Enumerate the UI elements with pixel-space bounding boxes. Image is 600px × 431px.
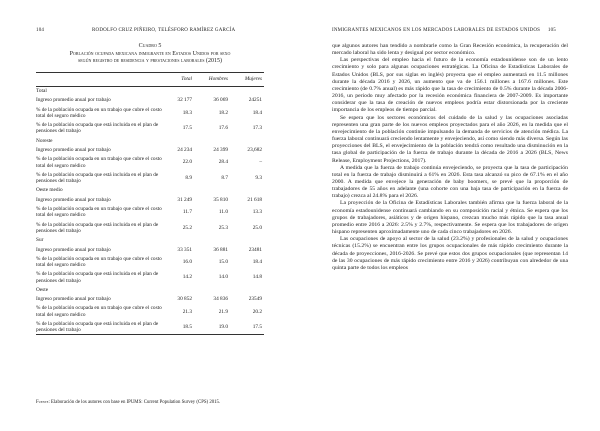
table-region-row bbox=[36, 285, 264, 295]
cell-hombres: 19.0 bbox=[192, 319, 228, 335]
row-label: % de la población ocupada que está incluida en el plan de pensiones del trabajo bbox=[36, 122, 159, 135]
table-row bbox=[36, 319, 264, 335]
table-row bbox=[36, 155, 264, 171]
table-row bbox=[36, 96, 264, 105]
table-row bbox=[36, 146, 264, 155]
cell-total: 33 351 bbox=[177, 246, 192, 253]
cell-mujeres: 20.2 bbox=[252, 308, 262, 315]
cell-hombres: 17.6 bbox=[218, 125, 228, 132]
body-text bbox=[332, 43, 568, 272]
source-label: Fuente: bbox=[36, 400, 50, 405]
cell-total: 8.9 bbox=[185, 174, 192, 181]
cell-hombres: 36 069 bbox=[213, 97, 228, 104]
row-label: Ingreso promedio anual por trabajo bbox=[36, 97, 111, 104]
row-label: Ingreso promedio anual por trabajo bbox=[36, 296, 111, 303]
paragraph: Las perspectivas del empleo hacia el futuro de la economía estadounidense son de un lento crecimiento y solo para algunas ocupaciones estratégicas. La Oficina de Estadísticas Laborales de Estados Unidos (BLS, por sus siglas en inglés) proyecta que el empleo aumentará en 11.5 millones durante la década 2016 y 2026, un aumento que va de 156.1 millones a 167.6 millones. Este crecimiento (de 0.7% anual) es más rápido que la tasa de crecimiento de 0.5% durante la década 2006-2016, un periodo muy afectado por la recesión económica financiera de 2007-2009. Es importante considerar que la tasa de creación de nuevos empleos podría estar distorsionada por la creciente importancia de los empleos de tiempo parcial. bbox=[332, 57, 568, 114]
row-label: % de la población ocupada en un trabajo que cubre el costo total del seguro médico bbox=[36, 156, 162, 169]
table-source-note bbox=[36, 400, 268, 406]
column-header-label bbox=[36, 73, 166, 87]
row-label: Ingreso promedio anual por trabajo bbox=[36, 147, 111, 154]
row-label: % de la población ocupada en un trabajo que cubre el costo total del seguro médico bbox=[36, 255, 162, 268]
cell-mujeres: 24251 bbox=[248, 97, 262, 104]
table-row bbox=[36, 295, 264, 304]
row-label: % de la población ocupada que está incluida en el plan de pensiones del trabajo bbox=[36, 221, 159, 234]
table-row bbox=[36, 105, 264, 121]
paragraph: Las ocupaciones de apoyo al sector de la salud (23.2%) y profesionales de la salud y ocupaciones técnicas (15.2%) se encuentran entre los grupos ocupacionales de más rápido crecimiento durante la década de proyecciones, 2016-2026. Se prevé que estos dos grupos ocupacionales (que representan 14 de las 30 ocupaciones de más rápido crecimiento entre 2016 y 2026) contribuyan con alrededor de una quinta parte de todos los empleos bbox=[332, 236, 568, 271]
cell-hombres: 14.0 bbox=[218, 274, 228, 281]
cell-hombres: 15.0 bbox=[218, 258, 228, 265]
cell-mujeres: 13.3 bbox=[252, 209, 262, 216]
cell-total: 31 249 bbox=[177, 196, 192, 203]
cell-mujeres: 21 618 bbox=[247, 196, 262, 203]
data-table bbox=[36, 72, 264, 335]
table-row bbox=[36, 304, 264, 320]
table-row bbox=[36, 195, 264, 204]
cell-total: 21.3 bbox=[182, 308, 192, 315]
row-label: % de la población ocupada en un trabajo que cubre el costo total del seguro médico bbox=[36, 206, 162, 219]
table-row bbox=[36, 170, 264, 186]
paragraph: La proyección de la Oficina de Estadísticas Laborales también afirma que la fuerza laboral de la economía estadounidense continuará cambiando en su composición racial y étnica. Se espera que los grupos de trabajadores, asiáticos y de origen hispano, crezcan mucho más rápido que la tasa anual promedio entre 2016 a 2026: 2.5% y 2.7%, respectivamente. Se espera que los trabajadores de origen hispano representen aproximadamente uno de cada cinco trabajadores en 2026. bbox=[332, 200, 568, 236]
left-page-number: 104 bbox=[36, 28, 45, 33]
column-header-mujeres: Mujeres bbox=[228, 73, 264, 87]
column-header-total: Total bbox=[166, 73, 192, 87]
cell-mujeres: 17.5 bbox=[228, 319, 264, 335]
cell-mujeres: 9.3 bbox=[255, 174, 262, 181]
right-running-head-text: INMIGRANTES MEXICANOS EN LOS MERCADOS LABORALES DE ESTADOS UNIDOS bbox=[332, 28, 541, 33]
source-text: Elaboración de los autores con base en IPUMS: Current Population Survey (CPS) 2015. bbox=[51, 400, 221, 405]
row-label: % de la población ocupada que está incluida en el plan de pensiones del trabajo bbox=[36, 271, 159, 284]
table-row bbox=[36, 270, 264, 286]
column-header-hombres: Hombres bbox=[192, 73, 228, 87]
cell-hombres: 21.9 bbox=[218, 308, 228, 315]
cell-mujeres: – bbox=[259, 159, 262, 166]
cell-mujeres: 17.3 bbox=[252, 125, 262, 132]
cell-total: 16.0 bbox=[182, 258, 192, 265]
right-page-number: 105 bbox=[547, 28, 556, 33]
cell-hombres: 28.4 bbox=[218, 159, 228, 166]
table-header-row bbox=[36, 73, 264, 87]
cell-hombres: 11.0 bbox=[218, 209, 228, 216]
cell-total: 32 177 bbox=[177, 97, 192, 104]
table-body bbox=[36, 87, 264, 335]
cell-total: 24 234 bbox=[177, 147, 192, 154]
paragraph: Se espera que los sectores económicos del cuidado de la salud y las ocupaciones asociadas representen una gran parte de los nuevos empleos proyectados para el año 2026, en la medida que el envejecimiento de la población continúe impulsando la demanda de servicios de atención médica. La fuerza laboral continuará creciendo lentamente y envejeciendo, así como siendo más diversa. Según las proyecciones del BLS, el envejecimiento de la población tendrá como resultado una disminución en la tasa global de participación de la fuerza de trabajo durante la década de 2016 a 2026 (BLS, News Release, Employment Projections, 2017). bbox=[332, 114, 568, 164]
table-row bbox=[36, 220, 264, 236]
cell-total: 11.7 bbox=[182, 209, 192, 216]
region-label: Total bbox=[36, 88, 47, 95]
cell-hombres: 8.7 bbox=[221, 174, 228, 181]
region-label: Sur bbox=[36, 237, 44, 244]
cell-total: 22.0 bbox=[182, 159, 192, 166]
table-row bbox=[36, 205, 264, 221]
table-row bbox=[36, 245, 264, 254]
cell-mujeres: 25.0 bbox=[252, 224, 262, 231]
cell-total: 18.3 bbox=[182, 109, 192, 116]
cell-total: 30 852 bbox=[177, 296, 192, 303]
table-row bbox=[36, 254, 264, 270]
table-subtitle: según registro de residencia y prestaciones laborales (2015) bbox=[78, 58, 222, 65]
table-region-row bbox=[36, 136, 264, 146]
cell-mujeres: 23481 bbox=[248, 246, 262, 253]
table-title: Población ocupada mexicana inmigrante en Estados Unidos por sexo bbox=[69, 50, 231, 57]
cell-mujeres: 23,682 bbox=[247, 147, 262, 154]
cell-mujeres: 18.4 bbox=[252, 258, 262, 265]
cell-mujeres: 14.8 bbox=[252, 274, 262, 281]
row-label: % de la población ocupada que está incluida en el plan de pensiones del trabajo bbox=[36, 319, 166, 335]
row-label: % de la población ocupada que está incluida en el plan de pensiones del trabajo bbox=[36, 171, 159, 185]
paragraph: que algunos autores han tendido a nombrarle como la Gran Recesión económica, la recuperación del mercado laboral ha sido lenta y desigual por sector económico. bbox=[332, 43, 568, 57]
cell-hombres: 36 881 bbox=[213, 246, 228, 253]
cell-hombres: 18.2 bbox=[218, 109, 228, 116]
cell-mujeres: 18.4 bbox=[252, 109, 262, 116]
paragraph: A medida que la fuerza de trabajo continúa envejeciendo, se proyecta que la tasa de participación total en la fuerza de trabajo disminuirá a 61% en 2026. Esta tasa alcanzó su pico de 67.1% en el año 2000. A medida que envejece la generación de baby boomers, se prevé que la proporción de trabajadores de 55 años en adelante (una cohorte con una baja tasa de participación en la fuerza de trabajo) crezca al 24.8% para el 2026. bbox=[332, 164, 568, 200]
cell-hombres: 34 836 bbox=[213, 296, 228, 303]
table-row bbox=[36, 121, 264, 137]
table-region-row bbox=[36, 186, 264, 196]
row-label: % de la población ocupada en un trabajo que cubre el costo total del seguro médico bbox=[36, 106, 162, 119]
cell-total: 25.2 bbox=[182, 224, 192, 231]
row-label: Ingreso promedio anual por trabajo bbox=[36, 246, 111, 253]
table-region-row bbox=[36, 87, 264, 97]
cell-mujeres: 23549 bbox=[248, 296, 262, 303]
cell-total: 14.2 bbox=[182, 274, 192, 281]
row-label: % de la población ocupada en un trabajo que cubre el costo total del seguro médico bbox=[36, 305, 162, 318]
left-running-head-text: RODOLFO CRUZ PIÑEIRO, TELÉSFORO RAMÍREZ GARCÍA bbox=[92, 28, 236, 33]
table-label: Cuadro 5 bbox=[138, 43, 162, 49]
region-label: Oeste medio bbox=[36, 187, 63, 194]
region-label: Oeste bbox=[36, 286, 49, 293]
cell-hombres: 25.3 bbox=[218, 224, 228, 231]
row-label: Ingreso promedio anual por trabajo bbox=[36, 196, 111, 203]
cell-total: 18.5 bbox=[166, 319, 192, 335]
cell-hombres: 35 810 bbox=[213, 196, 228, 203]
region-label: Noreste bbox=[36, 137, 53, 144]
right-page bbox=[300, 0, 600, 431]
cell-total: 17.5 bbox=[182, 125, 192, 132]
table-caption bbox=[36, 43, 264, 66]
cell-hombres: 24 399 bbox=[213, 147, 228, 154]
table-region-row bbox=[36, 236, 264, 246]
